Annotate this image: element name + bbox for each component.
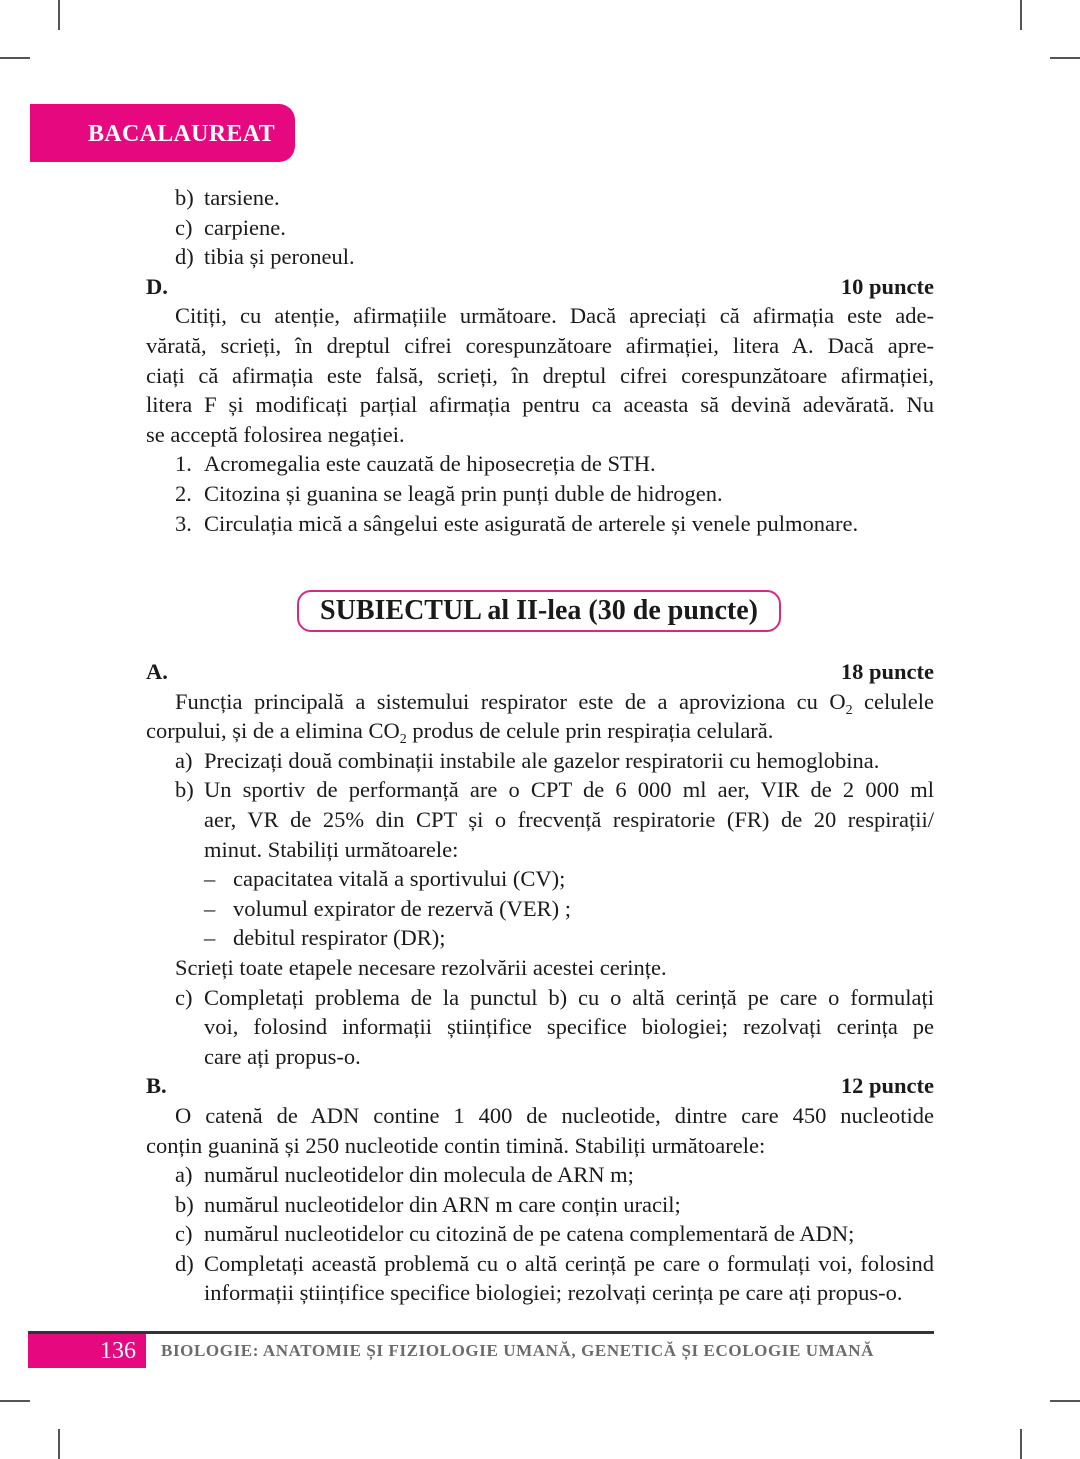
- bacalaureat-header-tab: BACALAUREAT: [30, 104, 295, 162]
- subject-title: SUBIECTUL al II-lea (30 de puncte): [320, 595, 758, 626]
- instruction-line: Citiți, cu atenție, afirmațiile următoare. Dacă apreciați că afirmația este ade-: [175, 303, 934, 329]
- statement-item: 2. Citozina și guanina se leagă prin punți duble de hidrogen.: [175, 480, 723, 506]
- page-number: 136: [28, 1334, 146, 1368]
- question-item: b) numărul nucleotidelor din ARN m care conțin uracil;: [175, 1191, 681, 1217]
- statement-item: 1. Acromegalia este cauzată de hiposecreția de STH.: [175, 451, 656, 477]
- page-content-subject-2: [146, 657, 934, 1308]
- book-title: BIOLOGIE: ANATOMIE ȘI FIZIOLOGIE UMANĂ, GENETICĂ ȘI ECOLOGIE UMANĂ: [161, 1341, 874, 1360]
- crop-mark-bottom-right-v: [1020, 1429, 1022, 1459]
- instruction-line: ciați că afirmația este falsă, scrieți, în dreptul cifrei corespunzătoare afirmației,: [146, 362, 934, 388]
- instruction-line: se acceptă folosirea negației.: [146, 421, 405, 447]
- section-points: 10 puncte: [840, 273, 934, 299]
- crop-mark-bottom-right-h: [1050, 1400, 1080, 1402]
- list-item: d) tibia și peroneul.: [175, 244, 355, 270]
- crop-mark-top-left-v: [58, 0, 60, 30]
- section-points: 18 puncte: [840, 659, 934, 684]
- question-item: a) numărul nucleotidelor din molecula de ARN m;: [175, 1162, 634, 1188]
- intro-line: corpului, și de a elimina $CO_2$ produs de celule prin respirația celulară.: [146, 718, 774, 748]
- crop-mark-top-right-v: [1020, 0, 1022, 30]
- section-letter: A.: [146, 659, 168, 684]
- question-item-b: b) Un sportiv de performanță are o CPT de 6 000 ml aer, VIR de 2 000 ml aer, VR de 25% din CPT și o frecvență respiratorie (FR) de 20 respirații/ minut. Stabiliți următoarele:: [175, 777, 934, 862]
- question-item-d: d) Completați această problemă cu o altă cerință pe care o formulați voi, folosind informații științifice specifice biologiei; rezolvați cerința pe care ați propus-o.: [175, 1250, 934, 1306]
- instruction-line: vărată, scrieți, în dreptul cifrei corespunzătoare afirmației, litera A. Dacă apre-: [146, 332, 934, 358]
- question-item: c) numărul nucleotidelor cu citozină de pe catena complementară de ADN;: [175, 1221, 855, 1247]
- section-letter: B.: [146, 1073, 167, 1099]
- intro-line: O catenă de ADN contine 1 400 de nucleotide, dintre care 450 nucleotide: [175, 1102, 934, 1128]
- dash-item: – capacitatea vitală a sportivului (CV);: [204, 866, 566, 892]
- crop-mark-bottom-left-h: [0, 1400, 30, 1402]
- intro-line: conțin guanină și 250 nucleotide contin timină. Stabiliți următoarele:: [146, 1132, 766, 1158]
- list-item: b) tarsiene.: [175, 185, 280, 210]
- note-line: Scrieți toate etapele necesare rezolvării acestei cerințe.: [175, 954, 667, 980]
- question-item-c: c) Completați problema de la punctul b) cu o altă cerință pe care o formulați voi, folosind informații științifice specifice biologiei; rezolvați cerința pe care ați propus-o.: [175, 984, 934, 1069]
- dash-item: – debitul respirator (DR);: [204, 925, 446, 951]
- section-d-header: [146, 272, 934, 302]
- intro-line: Funcția principală a sistemului respirator este de a aproviziona cu $O_2$ celulele: [175, 688, 934, 718]
- crop-mark-bottom-left-v: [58, 1429, 60, 1459]
- section-letter: D.: [146, 273, 168, 299]
- instruction-line: litera F și modificați parțial afirmația pentru ca aceasta să devină adevărată. Nu: [146, 392, 934, 418]
- page-content: [146, 183, 934, 538]
- section-a-header: [146, 657, 934, 687]
- question-item-a: a) Precizați două combinații instabile ale gazelor respiratorii cu hemoglobina.: [175, 747, 880, 773]
- crop-mark-top-left-h: [0, 57, 30, 59]
- statement-item: 3. Circulația mică a sângelui este asigurată de arterele și venele pulmonare.: [175, 510, 859, 536]
- list-item: c) carpiene.: [175, 214, 286, 240]
- section-points: 12 puncte: [840, 1073, 934, 1099]
- section-b-header: [146, 1071, 934, 1101]
- dash-item: – volumul expirator de rezervă (VER) ;: [204, 895, 571, 921]
- subject-title-box: [297, 590, 781, 632]
- crop-mark-top-right-h: [1050, 57, 1080, 59]
